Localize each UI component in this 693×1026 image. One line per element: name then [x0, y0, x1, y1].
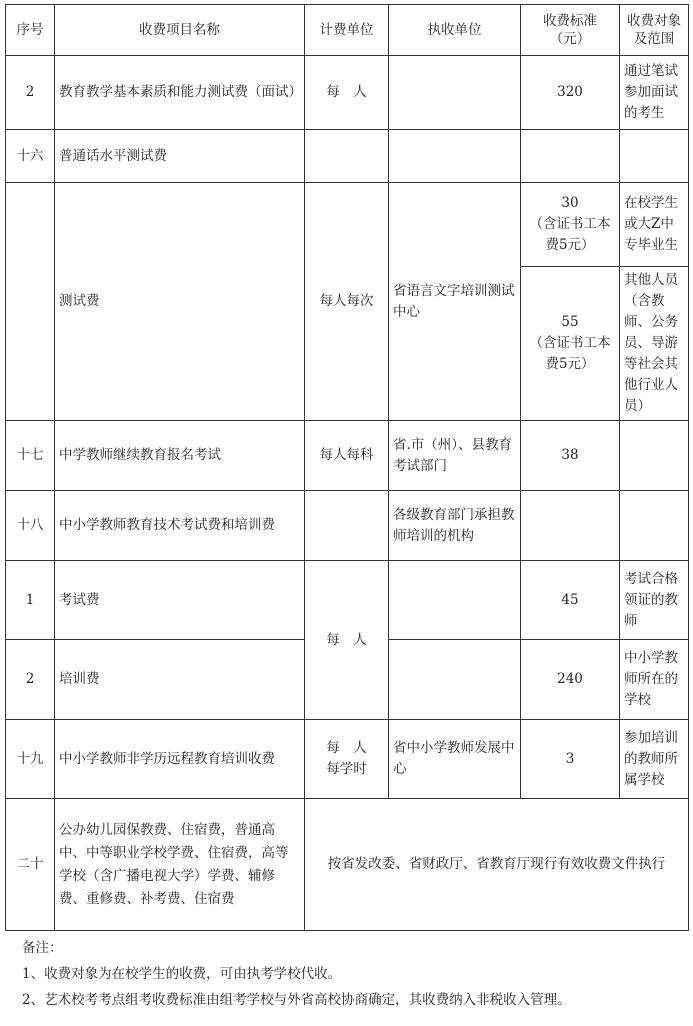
- cell-org: [389, 561, 521, 640]
- header-org: 执收单位: [389, 5, 521, 56]
- cell-org: [389, 640, 521, 720]
- cell-target: 参加培训的教师所属学校: [620, 720, 689, 799]
- cell-name: 中学教师继续教育报名考试: [55, 421, 305, 491]
- notes-title: 备注：: [22, 940, 63, 956]
- cell-seq: 1: [6, 561, 55, 640]
- header-unit: 计费单位: [305, 5, 389, 56]
- table-header-row: [6, 5, 689, 56]
- cell-standard: [521, 130, 620, 183]
- cell-name: 中小学教师非学历远程教育培训收费: [55, 720, 305, 799]
- cell-target: 其他人员（含教师、公务员、导游等社会其他行业人员）: [620, 267, 689, 421]
- cell-seq: 十九: [6, 720, 55, 799]
- cell-org: 省.市（州）、县教育考试部门: [389, 421, 521, 491]
- cell-standard: 45: [521, 561, 620, 640]
- cell-merged-note: 按省发改委、省财政厅、省教育厅现行有效收费文件执行: [305, 799, 689, 931]
- cell-seq: 十七: [6, 421, 55, 491]
- cell-target: 通过笔试参加面试的考生: [620, 56, 689, 130]
- table-row: [6, 491, 689, 561]
- table-row: [6, 799, 689, 931]
- cell-target: 在校学生或大Z中专毕业生: [620, 183, 689, 267]
- note-item: 1、收费对象为在校学生的收费，可由执考学校代收。: [22, 966, 342, 982]
- table-row: [6, 130, 689, 183]
- cell-seq: 2: [6, 640, 55, 720]
- cell-seq: 二十: [6, 799, 55, 931]
- cell-unit: [305, 491, 389, 561]
- cell-org: 各级教育部门承担教师培训的机构: [389, 491, 521, 561]
- cell-seq: [6, 183, 55, 421]
- cell-seq: 十八: [6, 491, 55, 561]
- cell-seq: 2: [6, 56, 55, 130]
- note-item: 2、艺术校考考点组考收费标准由组考学校与外省高校协商确定，其收费纳入非税收入管理。: [22, 992, 571, 1008]
- header-standard: 收费标准 （元）: [521, 5, 620, 56]
- notes-section: [22, 935, 571, 1013]
- cell-org: [389, 56, 521, 130]
- cell-name: 公办幼儿园保教费、住宿费，普通高中、中等职业学校学费、住宿费，高等学校（含广播电视大学）学费、辅修费、重修费、补考费、住宿费: [55, 799, 305, 931]
- cell-standard: 240: [521, 640, 620, 720]
- cell-unit: [305, 130, 389, 183]
- cell-seq: 十六: [6, 130, 55, 183]
- cell-target: [620, 421, 689, 491]
- cell-standard: 30 （含证书工本费5元）: [521, 183, 620, 267]
- cell-org: 省中小学教师发展中心: [389, 720, 521, 799]
- table-row: [6, 183, 689, 267]
- table-row: [6, 56, 689, 130]
- cell-standard: 3: [521, 720, 620, 799]
- cell-target: 中小学教师所在的学校: [620, 640, 689, 720]
- cell-unit: 每人每次: [305, 183, 389, 421]
- cell-name: 培训费: [55, 640, 305, 720]
- cell-unit: 每 人: [305, 561, 389, 720]
- cell-target: [620, 130, 689, 183]
- cell-org: [389, 130, 521, 183]
- header-name: 收费项目名称: [55, 5, 305, 56]
- cell-target: [620, 491, 689, 561]
- cell-name: 中小学教师教育技术考试费和培训费: [55, 491, 305, 561]
- cell-standard: 320: [521, 56, 620, 130]
- cell-unit: 每 人: [305, 56, 389, 130]
- fee-table: [5, 4, 689, 931]
- table-row: [6, 421, 689, 491]
- header-seq: 序号: [6, 5, 55, 56]
- cell-standard: [521, 491, 620, 561]
- cell-standard: 38: [521, 421, 620, 491]
- cell-unit: 每 人 每学时: [305, 720, 389, 799]
- header-target: 收费对象 及范围: [620, 5, 689, 56]
- cell-target: 考试合格领证的教师: [620, 561, 689, 640]
- cell-name: 考试费: [55, 561, 305, 640]
- cell-name: 测试费: [55, 183, 305, 421]
- cell-org: 省语言文字培训测试中心: [389, 183, 521, 421]
- cell-name: 教育教学基本素质和能力测试费（面试）: [55, 56, 305, 130]
- table-row: [6, 720, 689, 799]
- cell-name: 普通话水平测试费: [55, 130, 305, 183]
- cell-unit: 每人每科: [305, 421, 389, 491]
- cell-standard: 55 （含证书工本费5元）: [521, 267, 620, 421]
- table-row: [6, 561, 689, 640]
